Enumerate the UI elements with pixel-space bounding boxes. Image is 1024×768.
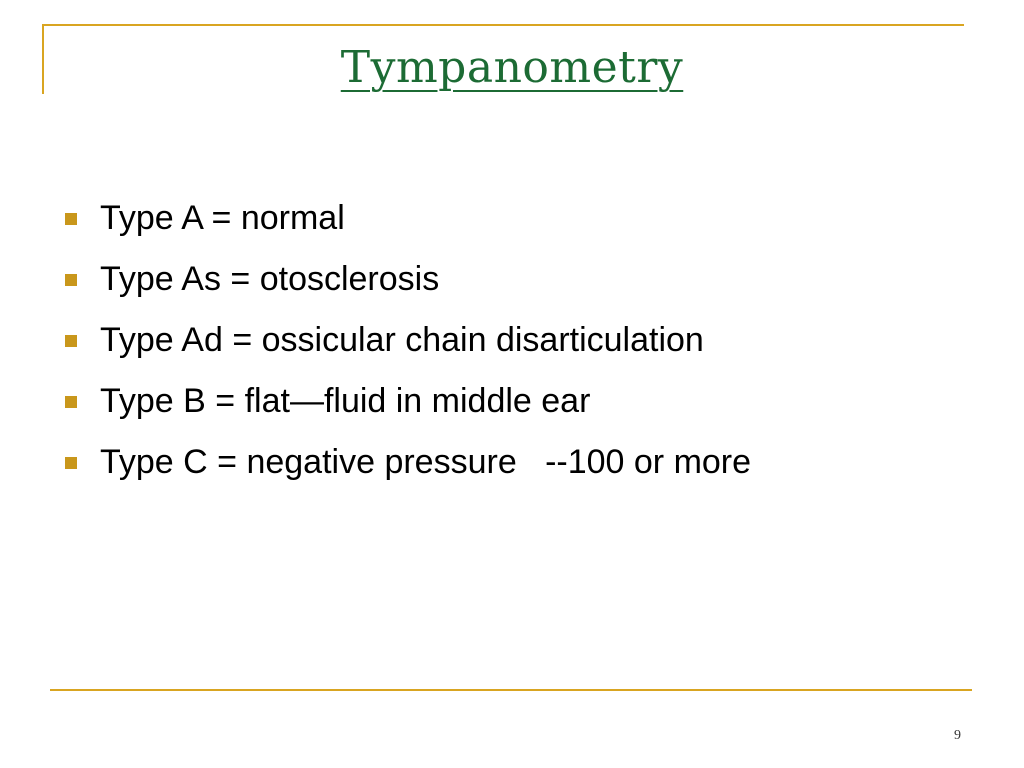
bullet-item-type-as bbox=[62, 249, 1002, 310]
bullet-item-type-ad bbox=[62, 310, 1002, 371]
slide-title: Tympanometry bbox=[340, 42, 684, 93]
top-border-line bbox=[42, 24, 964, 26]
bullet-text: Type A = normal bbox=[100, 199, 345, 237]
page-number: 9 bbox=[954, 728, 961, 743]
bullet-text: Type C = negative pressure --100 or more bbox=[100, 443, 752, 481]
square-bullet-icon bbox=[65, 335, 77, 347]
square-bullet-icon bbox=[65, 396, 77, 408]
square-bullet-icon bbox=[65, 457, 77, 469]
square-bullet-icon bbox=[65, 274, 77, 286]
bullet-list bbox=[62, 188, 1002, 493]
square-bullet-icon bbox=[65, 213, 77, 225]
bullet-item-type-b bbox=[62, 371, 1002, 432]
bullet-item-type-a bbox=[62, 188, 1002, 249]
bullet-item-type-c bbox=[62, 432, 1002, 493]
bullet-text: Type Ad = ossicular chain disarticulation bbox=[100, 321, 704, 359]
bullet-text: Type As = otosclerosis bbox=[100, 260, 440, 298]
bottom-border-line bbox=[50, 689, 972, 691]
bullet-text: Type B = flat—fluid in middle ear bbox=[100, 382, 591, 420]
